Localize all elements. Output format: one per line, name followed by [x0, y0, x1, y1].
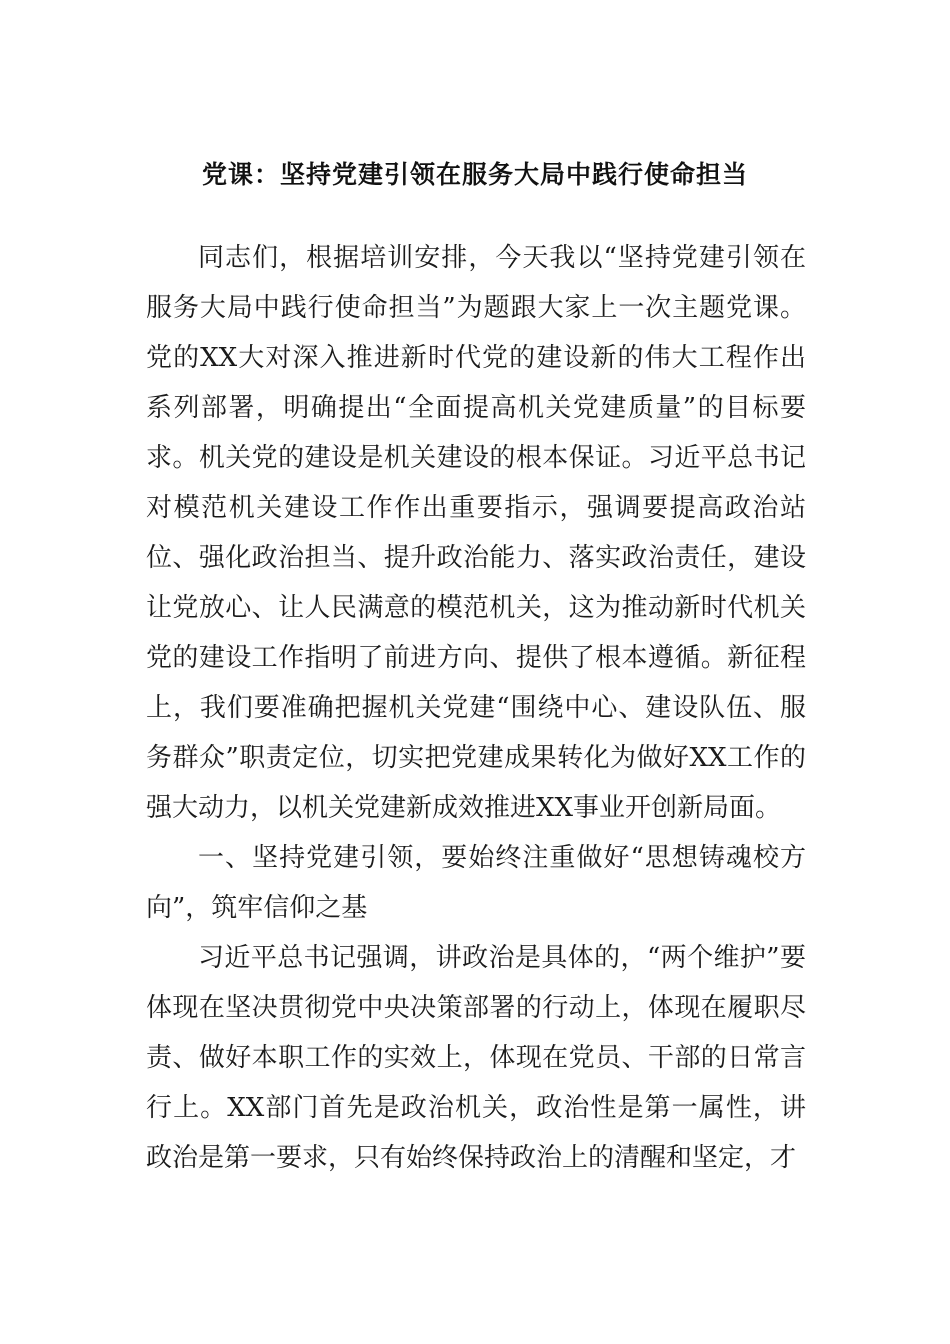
- paragraph-section-1: 习近平总书记强调，讲政治是具体的，“两个维护”要体现在坚决贯彻党中央决策部署的行动上，体现在履职尽责、做好本职工作的实效上，体现在党员、干部的日常言行上。XX部门首先是政治机关，政治性是第一属性，讲政治是第一要求，只有始终保持政治上的清醒和坚定，才: [146, 943, 806, 1173]
- document-title: 党课：坚持党建引领在服务大局中践行使命担当: [201, 160, 748, 189]
- document-body: [146, 233, 806, 1183]
- paragraph-intro: 同志们，根据培训安排，今天我以“坚持党建引领在服务大局中践行使命担当”为题跟大家上一次主题党课。党的XX大对深入推进新时代党的建设新的伟大工程作出系列部署，明确提出“全面提高机关党建质量”的目标要求。机关党的建设是机关建设的根本保证。习近平总书记对模范机关建设工作作出重要指示，强调要提高政治站位、强化政治担当、提升政治能力、落实政治责任，建设让党放心、让人民满意的模范机关，这为推动新时代机关党的建设工作指明了前进方向、提供了根本遵循。新征程上，我们要准确把握机关党建“围绕中心、建设队伍、服务群众”职责定位，切实把党建成果转化为做好XX工作的强大动力，以机关党建新成效推进XX事业开创新局面。: [146, 243, 806, 823]
- section-heading-1: 一、坚持党建引领，要始终注重做好“思想铸魂校方向”，筑牢信仰之基: [146, 843, 806, 923]
